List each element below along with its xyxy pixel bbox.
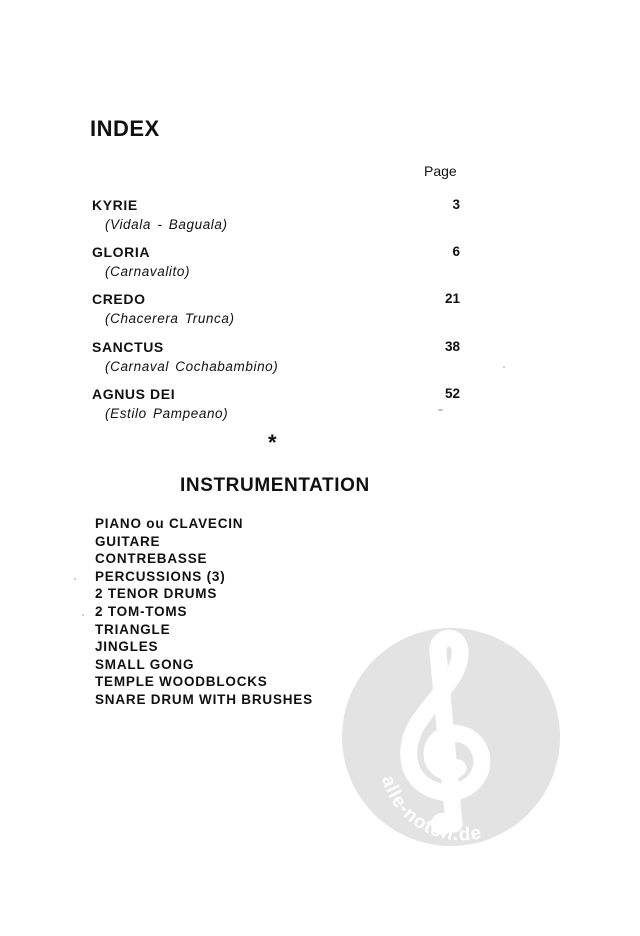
instrumentation-heading: INSTRUMENTATION: [180, 475, 370, 496]
entry-title: GLORIA: [92, 244, 151, 260]
list-item: CONTREBASSE: [95, 551, 208, 567]
entry-page-number: 3: [452, 197, 460, 212]
list-item: 2 TENOR DRUMS: [95, 586, 218, 602]
list-item: TRIANGLE: [95, 621, 171, 637]
entry-subtitle: (Vidala - Baguala): [105, 217, 228, 232]
entry-title: KYRIE: [92, 197, 138, 213]
entry-page-number: 21: [444, 291, 460, 306]
list-item: TEMPLE WOODBLOCKS: [95, 674, 268, 690]
scan-speck: [503, 366, 505, 368]
entry-title: CREDO: [92, 291, 146, 307]
watermark-text: alle-noten.de: [377, 773, 484, 846]
entry-title: SANCTUS: [92, 339, 164, 355]
list-item: PIANO ou CLAVECIN: [95, 516, 244, 531]
entry-page-number: 6: [452, 244, 460, 259]
index-entry-sanctus: [92, 339, 472, 374]
list-item: JINGLES: [95, 639, 159, 655]
entry-subtitle: (Estilo Pampeano): [105, 406, 229, 421]
list-item: GUITARE: [95, 533, 161, 549]
list-item: SMALL GONG: [95, 656, 195, 672]
entry-page-number: 52: [444, 386, 460, 401]
scan-speck: [74, 578, 76, 580]
section-separator: *: [268, 430, 277, 455]
entry-page-number: 38: [444, 339, 460, 354]
watermark: [342, 628, 560, 846]
page-column-header: Page: [424, 163, 457, 179]
entry-subtitle: (Carnavalito): [105, 264, 191, 279]
scan-speck: [438, 409, 443, 411]
entry-subtitle: (Carnaval Cochabambino): [105, 359, 279, 374]
index-heading: INDEX: [90, 116, 160, 141]
entry-subtitle: (Chacerera Trunca): [105, 311, 235, 326]
entry-title: AGNUS DEI: [92, 386, 176, 402]
instrument-list: [95, 515, 313, 709]
list-item: SNARE DRUM WITH BRUSHES: [95, 691, 313, 707]
scan-speck: [82, 614, 84, 616]
index-entry-gloria: [92, 244, 472, 279]
index-entry-kyrie: [92, 197, 472, 232]
index-entry-agnus-dei: [92, 386, 472, 421]
index-entry-credo: [92, 291, 472, 326]
list-item: 2 TOM-TOMS: [95, 603, 188, 619]
list-item: PERCUSSIONS (3): [95, 568, 226, 584]
